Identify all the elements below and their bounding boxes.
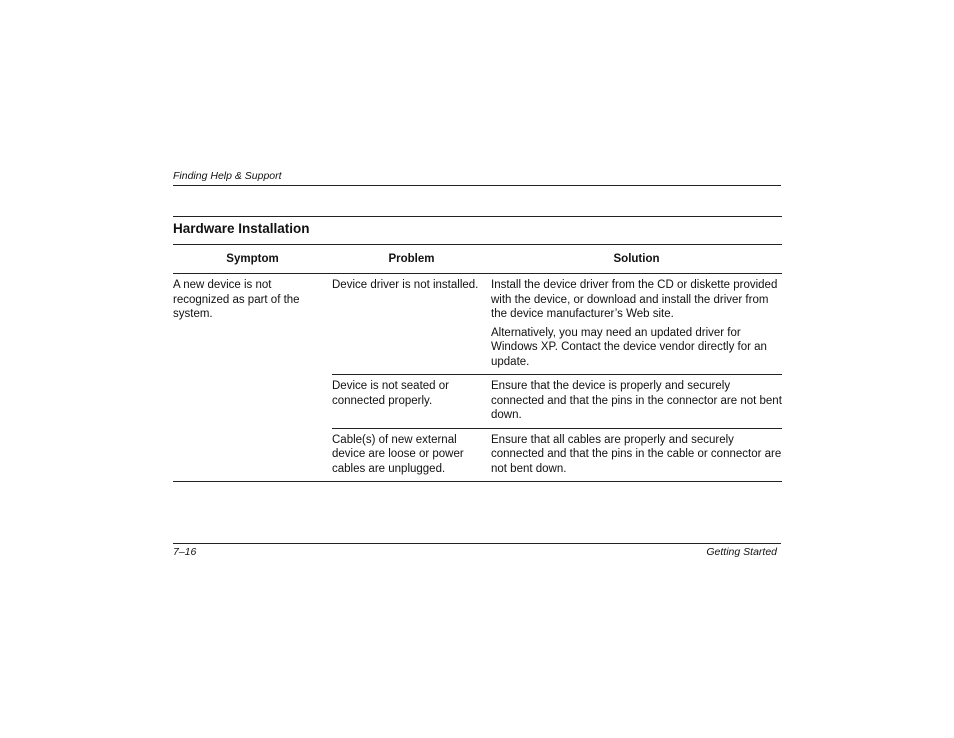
running-header-title: Finding Help & Support [173, 170, 282, 182]
problem-cell: Device driver is not installed. [332, 279, 479, 291]
solution-paragraph: Alternatively, you may need an updated driver for Windows XP. Contact the device vendor directly for an update. [491, 326, 767, 368]
table-header-row [173, 245, 782, 274]
solution-cell [491, 375, 782, 429]
table-row [173, 274, 782, 375]
running-header [173, 168, 781, 186]
problem-cell: Cable(s) of new external device are loose or power cables are unplugged. [332, 428, 491, 482]
section-title: Hardware Installation [173, 216, 782, 244]
hardware-installation-section [173, 216, 782, 482]
symptom-cell: A new device is not recognized as part of the system. [173, 274, 332, 482]
solution-paragraph: Ensure that all cables are properly and securely connected and that the pins in the cable or connector are not bent down. [491, 433, 782, 475]
column-header-problem: Problem [332, 245, 491, 274]
solution-cell [491, 428, 782, 482]
solution-cell [491, 274, 782, 375]
column-header-symptom: Symptom [173, 245, 332, 274]
troubleshooting-table [173, 244, 782, 482]
column-header-solution: Solution [491, 245, 782, 274]
running-footer [173, 543, 781, 560]
page-number: 7–16 [173, 546, 197, 558]
solution-paragraph: Install the device driver from the CD or diskette provided with the device, or download and install the driver from the device manufacturer’s Web site. [491, 279, 778, 320]
solution-paragraph: Ensure that the device is properly and securely connected and that the pins in the connector are not bent down. [491, 380, 782, 421]
problem-cell: Device is not seated or connected properly. [332, 375, 491, 429]
book-title: Getting Started [706, 546, 777, 558]
